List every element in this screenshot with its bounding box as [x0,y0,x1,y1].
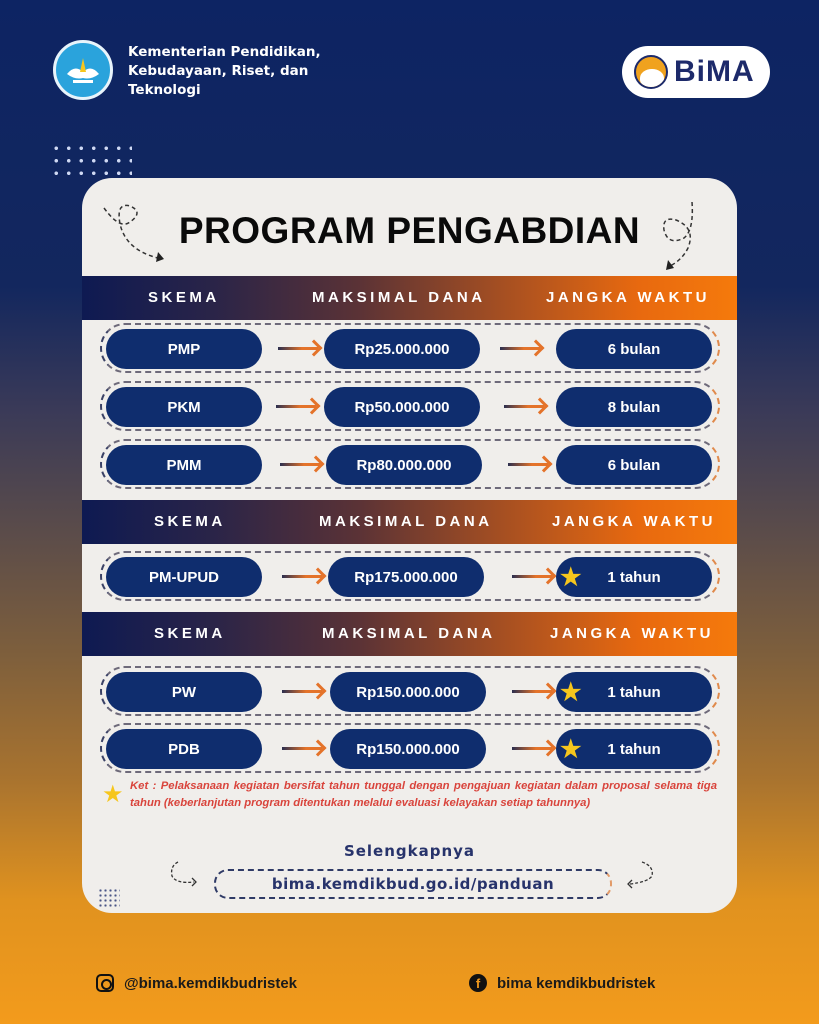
skema-pill: PMM [106,445,262,485]
table-row [100,666,720,716]
facebook-text: bima kemdikbudristek [497,974,656,992]
skema-pill: PDB [106,729,262,769]
instagram-handle[interactable] [96,974,297,992]
star-icon: ★ [560,736,582,763]
dana-pill: Rp150.000.000 [330,729,486,769]
arrow-right-icon [282,747,322,750]
ministry-name-line: Kebudayaan, Riset, dan [128,63,309,79]
skema-pill: PM-UPUD [106,557,262,597]
table-row [100,723,720,773]
arrow-right-icon [512,690,552,693]
header-jangka-waktu: JANGKA WAKTU [550,625,714,642]
decorative-dot-grid [50,142,132,178]
column-header-banner [82,500,737,544]
header-skema: SKEMA [148,289,220,306]
waktu-pill [556,672,712,712]
star-icon: ★ [560,679,582,706]
waktu-text: 1 tahun [607,683,661,701]
arrow-right-icon [278,347,318,350]
dashed-curve-arrow-icon [168,860,202,890]
arrow-right-icon [504,405,544,408]
waktu-pill: 6 bulan [556,445,712,485]
header-jangka-waktu: JANGKA WAKTU [546,289,710,306]
table-row [100,551,720,601]
header-maksimal-dana: MAKSIMAL DANA [319,513,493,530]
header-maksimal-dana: MAKSIMAL DANA [312,289,486,306]
decorative-dot-grid [98,888,120,908]
waktu-text: 1 tahun [607,740,661,758]
header-jangka-waktu: JANGKA WAKTU [552,513,716,530]
arrow-right-icon [280,463,320,466]
arrow-right-icon [508,463,548,466]
facebook-handle[interactable] [469,974,655,992]
table-row [100,323,720,373]
footnote [102,778,717,812]
bima-mascot-icon [634,55,668,89]
header-maksimal-dana: MAKSIMAL DANA [322,625,496,642]
dana-pill: Rp150.000.000 [330,672,486,712]
facebook-icon: f [469,974,487,992]
footnote-text: Ket : Pelaksanaan kegiatan bersifat tahun tunggal dengan pengajuan kegiatan dalam proposal selama tiga tahun (keberlanjutan program ditentukan melalui evaluasi kelayakan setiap tahunnya) [130,780,717,809]
arrow-right-icon [500,347,540,350]
arrow-right-icon [512,575,552,578]
skema-pill: PW [106,672,262,712]
dana-pill: Rp80.000.000 [326,445,482,485]
column-header-banner [82,612,737,656]
dashed-curve-arrow-icon [622,860,656,890]
table-row [100,439,720,489]
skema-pill: PKM [106,387,262,427]
header-skema: SKEMA [154,513,226,530]
program-card [82,178,737,913]
ministry-logo [53,40,113,100]
ministry-name-line: Teknologi [128,82,201,98]
waktu-pill [556,557,712,597]
bima-brand-text: BiMA [674,55,755,88]
header-skema: SKEMA [154,625,226,642]
arrow-right-icon [282,575,322,578]
more-info-label: Selengkapnya [343,842,476,860]
column-header-banner [82,276,737,320]
star-icon: ★ [102,780,124,808]
waktu-text: 1 tahun [607,568,661,586]
guide-link[interactable]: bima.kemdikbud.go.id/panduan [214,869,612,899]
skema-pill: PMP [106,329,262,369]
waktu-pill: 8 bulan [556,387,712,427]
dana-pill: Rp50.000.000 [324,387,480,427]
ministry-name [128,43,321,100]
arrow-right-icon [512,747,552,750]
instagram-text: @bima.kemdikbudristek [124,974,298,992]
arrow-right-icon [282,690,322,693]
star-icon: ★ [560,564,582,591]
table-row [100,381,720,431]
waktu-pill [556,729,712,769]
page-title: PROGRAM PENGABDIAN [178,210,641,251]
arrow-right-icon [276,405,316,408]
bima-logo [622,46,770,98]
dana-pill: Rp175.000.000 [328,557,484,597]
dana-pill: Rp25.000.000 [324,329,480,369]
ministry-name-line: Kementerian Pendidikan, [128,44,321,60]
waktu-pill: 6 bulan [556,329,712,369]
instagram-icon [96,974,114,992]
tut-wuri-emblem-icon [63,50,103,90]
